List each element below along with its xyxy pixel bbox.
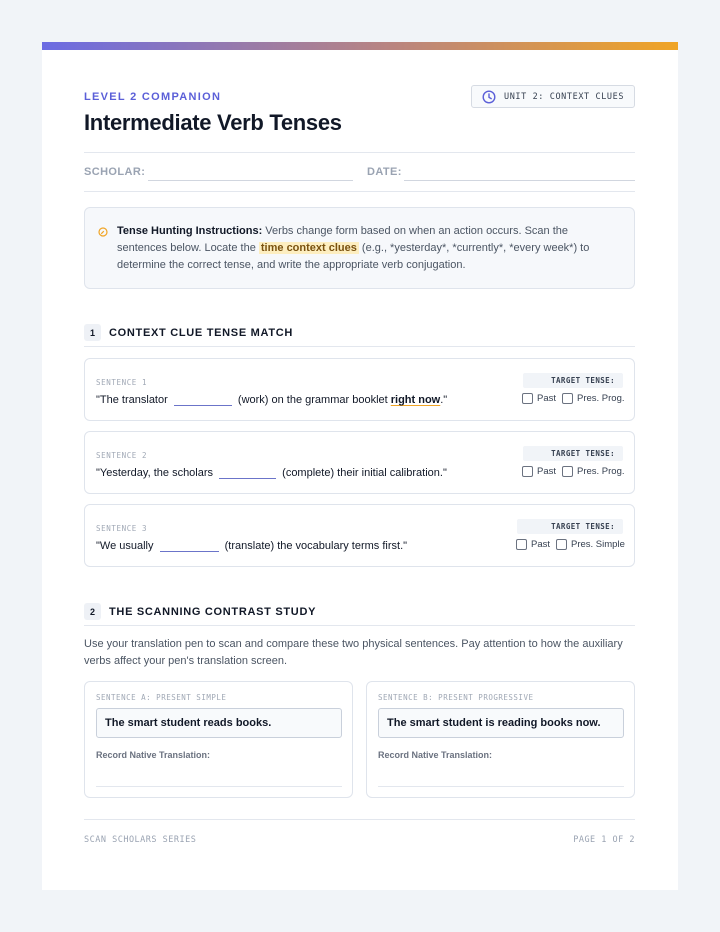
compass-icon xyxy=(98,227,108,237)
tense-option[interactable] xyxy=(522,393,556,404)
sentence-box: The smart student reads books. xyxy=(96,708,342,738)
sentence-text xyxy=(96,540,407,552)
instructions-text xyxy=(117,223,617,274)
sentence-before: "We usually xyxy=(96,540,154,552)
divider xyxy=(84,152,635,153)
sentence-card xyxy=(84,431,635,494)
unit-badge-label: UNIT 2: CONTEXT CLUES xyxy=(504,91,625,102)
sentence-after: (complete) their initial calibration." xyxy=(282,467,447,479)
sentence-end: ." xyxy=(440,394,448,406)
checkbox[interactable] xyxy=(522,393,533,404)
page-title: Intermediate Verb Tenses xyxy=(84,110,342,135)
divider xyxy=(84,625,635,626)
translation-input-line[interactable] xyxy=(96,786,342,787)
sentence-card xyxy=(84,504,635,567)
checkbox[interactable] xyxy=(562,466,573,477)
footer-page-number: PAGE 1 OF 2 xyxy=(573,835,635,845)
sentence-card xyxy=(84,358,635,421)
date-input-line[interactable] xyxy=(404,180,635,181)
section-title: CONTEXT CLUE TENSE MATCH xyxy=(109,327,294,339)
record-translation-label: Record Native Translation: xyxy=(96,750,211,760)
tense-option[interactable] xyxy=(556,539,625,550)
tense-option[interactable] xyxy=(522,466,556,477)
sentence-label: SENTENCE A: PRESENT SIMPLE xyxy=(96,693,227,702)
clock-icon xyxy=(482,90,496,104)
sentence-after: (work) on the grammar booklet xyxy=(237,394,391,406)
option-label: Pres. Prog. xyxy=(577,393,625,404)
tense-option[interactable] xyxy=(516,539,550,550)
scholar-label: SCHOLAR: xyxy=(84,166,146,178)
instructions-box xyxy=(84,207,635,289)
sentence-label: SENTENCE 3 xyxy=(96,524,148,533)
sentence-label: SENTENCE 2 xyxy=(96,451,148,460)
contrast-card-a xyxy=(84,681,353,798)
unit-badge xyxy=(471,85,635,108)
option-label: Past xyxy=(537,393,557,404)
translation-input-line[interactable] xyxy=(378,786,624,787)
target-tense-label: TARGET TENSE: xyxy=(523,373,623,388)
level-eyebrow: LEVEL 2 COMPANION xyxy=(84,91,222,103)
target-tense-label: TARGET TENSE: xyxy=(517,519,623,534)
section-intro: Use your translation pen to scan and compare these two physical sentences. Pay attention to how the auxiliary verbs affect your pen's translation screen. xyxy=(84,638,623,667)
tense-option[interactable] xyxy=(562,393,625,404)
record-translation-label: Record Native Translation: xyxy=(378,750,493,760)
section-number: 2 xyxy=(84,603,101,620)
tense-option[interactable] xyxy=(562,466,625,477)
sentence-before: "Yesterday, the scholars xyxy=(96,467,214,479)
section-number: 1 xyxy=(84,324,101,341)
checkbox[interactable] xyxy=(556,539,567,550)
section-title: THE SCANNING CONTRAST STUDY xyxy=(109,606,317,618)
answer-blank[interactable] xyxy=(174,394,232,406)
sentence-text xyxy=(96,467,447,479)
divider xyxy=(84,819,635,820)
checkbox[interactable] xyxy=(562,393,573,404)
divider xyxy=(84,191,635,192)
target-tense-label: TARGET TENSE: xyxy=(523,446,623,461)
answer-blank[interactable] xyxy=(219,467,276,479)
gradient-top-bar xyxy=(42,42,678,50)
checkbox[interactable] xyxy=(516,539,527,550)
checkbox[interactable] xyxy=(522,466,533,477)
worksheet-page xyxy=(42,42,678,890)
answer-blank[interactable] xyxy=(160,540,219,552)
option-label: Past xyxy=(537,466,557,477)
option-label: Pres. Simple xyxy=(571,539,625,550)
scholar-input-line[interactable] xyxy=(148,180,353,181)
option-label: Pres. Prog. xyxy=(577,466,625,477)
context-clue: right now xyxy=(390,394,441,406)
instructions-text-before: Verbs change form based on when an action occurs. Scan the sentences below. Locate the xyxy=(117,225,568,254)
footer-series: SCAN SCHOLARS SERIES xyxy=(84,835,197,845)
time-context-highlight: time context clues xyxy=(260,242,357,254)
instructions-text-after: (e.g., *yesterday*, *currently*, *every week*) to determine the correct tense, and write the appropriate verb conjugation. xyxy=(117,242,590,271)
divider xyxy=(84,346,635,347)
option-label: Past xyxy=(531,539,551,550)
sentence-label: SENTENCE B: PRESENT PROGRESSIVE xyxy=(378,693,534,702)
sentence-before: "The translator xyxy=(96,394,168,406)
sentence-text xyxy=(96,394,447,406)
sentence-box: The smart student is reading books now. xyxy=(378,708,624,738)
contrast-card-b xyxy=(366,681,635,798)
sentence-after: (translate) the vocabulary terms first." xyxy=(224,540,408,552)
instructions-lead: Tense Hunting Instructions: xyxy=(117,225,263,237)
date-label: DATE: xyxy=(367,166,402,178)
sentence-label: SENTENCE 1 xyxy=(96,378,148,387)
